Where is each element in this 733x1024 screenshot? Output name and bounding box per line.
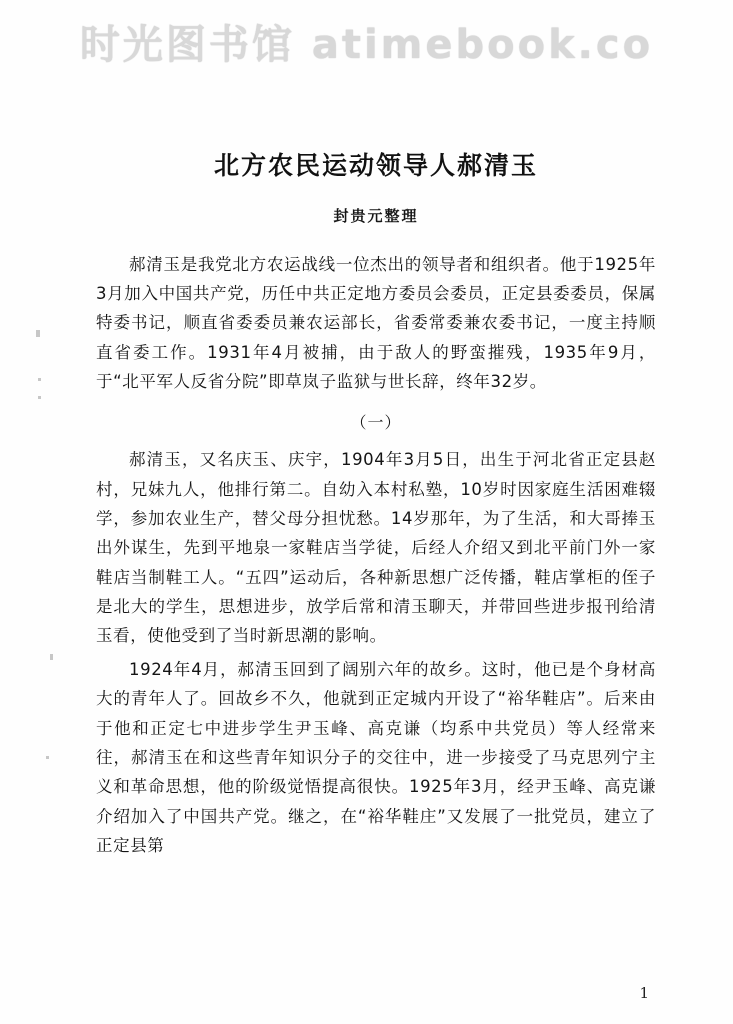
paragraph-1: 郝清玉是我党北方农运战线一位杰出的领导者和组织者。他于1925年3月加入中国共产党，历任中共正定地方委员会委员，正定县委委员，保属特委书记，顺直省委委员兼农运部长，省委常委兼农委书记，一度主持顺直省委工作。1931年4月被捕，由于敌人的野蛮摧残，1935年9月，于“北平军人反省分院”即草岚子监狱与世长辞，终年32岁。 (96, 254, 656, 391)
page-number: 1 (639, 984, 649, 1002)
watermark-band (0, 10, 733, 72)
document-body (96, 150, 656, 864)
page-title: 北方农民运动领导人郝清玉 (213, 151, 538, 180)
scan-speck (36, 330, 40, 337)
scan-artifacts (0, 0, 60, 1024)
watermark-text: 时光图书馆 atimebook.co (79, 21, 654, 68)
paragraph-3: 1924年4月，郝清玉回到了阔别六年的故乡。这时，他已是个身材高大的青年人了。回故乡不久，他就到正定城内开设了“裕华鞋店”。后来由于他和正定七中进步学生尹玉峰、高克谦（均系中共党员）等人经常来往，郝清玉在和这些青年知识分子的交往中，进一步接受了马克思列宁主义和革命思想，他的阶级觉悟提高很快。1925年3月，经尹玉峰、高克谦介绍加入了中国共产党。继之，在“裕华鞋庄”又发展了一批党员，建立了正定县第 (96, 659, 656, 855)
scan-speck (38, 378, 41, 381)
scan-speck (38, 396, 41, 399)
section-marker: （一） (350, 413, 402, 433)
scan-speck (46, 756, 49, 759)
scan-speck (50, 654, 53, 660)
byline: 封贵元整理 (333, 206, 419, 225)
paragraph-2: 郝清玉，又名庆玉、庆宇，1904年3月5日，出生于河北省正定县赵村，兄妹九人，他排行第二。自幼入本村私塾，10岁时因家庭生活困难辍学，参加农业生产，替父母分担忧愁。14岁那年，为了生活，和大哥捧玉出外谋生，先到平地泉一家鞋店当学徒，后经人介绍又到北平前门外一家鞋店当制鞋工人。“五四”运动后，各种新思想广泛传播，鞋店掌柜的侄子是北大的学生，思想进步，放学后常和清玉聊天，并带回些进步报刊给清玉看，使他受到了当时新思潮的影响。 (96, 450, 656, 646)
